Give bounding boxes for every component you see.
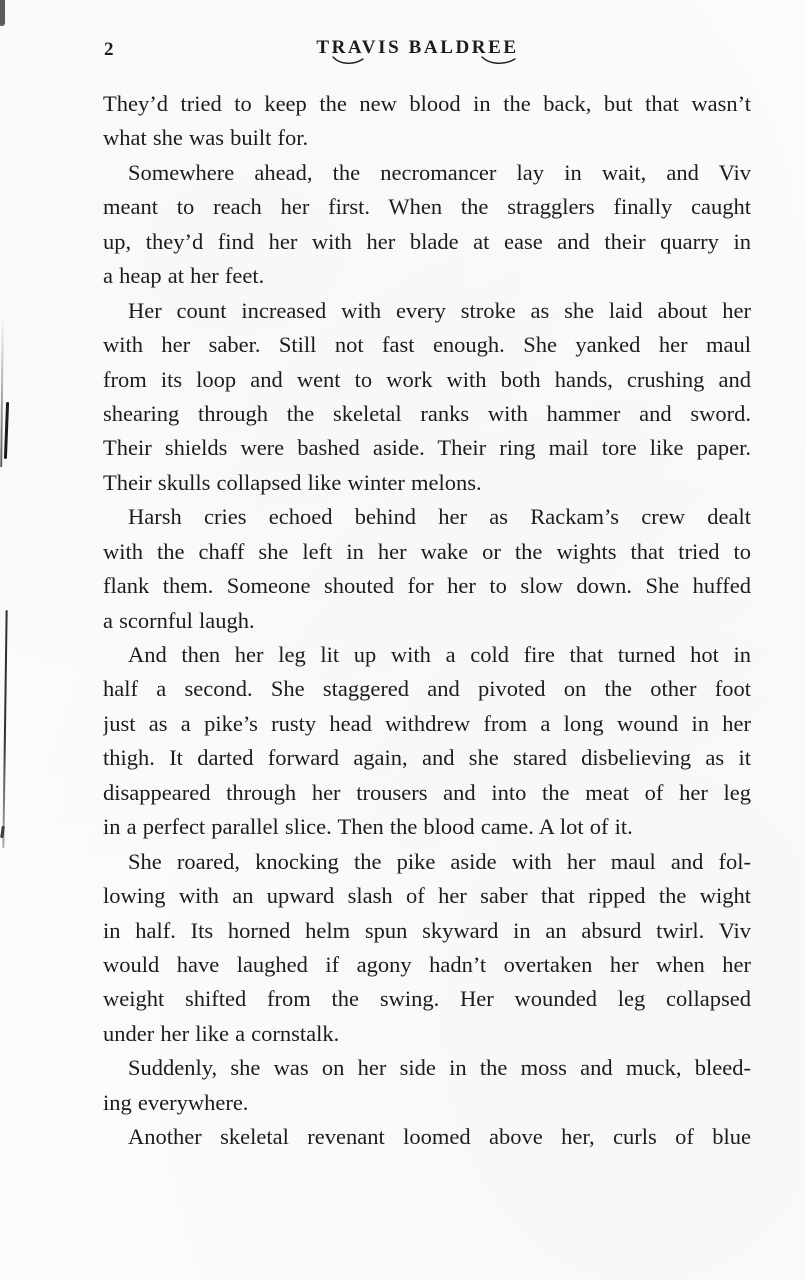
- text-line: flank them. Someone shouted for her to slow down. She huffed: [103, 573, 751, 599]
- running-title-wrap: [15, 37, 805, 67]
- text-line: weight shifted from the swing. Her wounded leg collapsed: [103, 986, 751, 1012]
- running-header: [0, 36, 805, 68]
- scan-artifact-hairline: [0, 315, 3, 467]
- text-line: She roared, knocking the pike aside with her maul and fol-: [128, 848, 751, 874]
- text-line: They’d tried to keep the new blood in the back, but that wasn’t: [103, 91, 751, 116]
- text-line: half a second. She staggered and pivoted on the other foot: [103, 676, 751, 702]
- text-line: lowing with an upward slash of her saber that ripped the wight: [103, 883, 751, 909]
- text-line: with her saber. Still not fast enough. She yanked her maul: [103, 332, 751, 358]
- text-line: what she was built for.: [103, 125, 309, 151]
- scan-artifact-long-line: [2, 610, 7, 848]
- text-line: just as a pike’s rusty head withdrew from a long wound in her: [103, 710, 751, 736]
- text-line: Her count increased with every stroke as she laid about her: [128, 297, 751, 323]
- scan-artifact-dot: [0, 826, 5, 838]
- text-line: with the chaff she left in her wake or the wights that tried to: [103, 538, 751, 564]
- body-text: [103, 87, 751, 1155]
- text-line: Somewhere ahead, the necromancer lay in wait, and Viv: [128, 159, 751, 185]
- text-line: would have laughed if agony hadn’t overtaken her when her: [103, 951, 751, 977]
- scan-artifact-corner: [0, 0, 5, 26]
- page-number: 2: [104, 39, 114, 60]
- text-line: Their skulls collapsed like winter melons.: [103, 469, 482, 495]
- text-line: meant to reach her first. When the stragglers finally caught: [103, 194, 751, 220]
- text-line: ing everywhere.: [103, 1089, 249, 1115]
- text-line: in a perfect parallel slice. Then the blood came. A lot of it.: [103, 814, 633, 840]
- text-line: a heap at her feet.: [103, 263, 265, 289]
- text-line: Their shields were bashed aside. Their ring mail tore like paper.: [103, 435, 751, 461]
- scan-artifact-slash: [4, 402, 9, 459]
- running-title: TRAVIS BALDREE: [316, 37, 519, 58]
- text-line: And then her leg lit up with a cold fire that turned hot in: [128, 642, 751, 667]
- text-line: Harsh cries echoed behind her as Rackam’s crew dealt: [128, 504, 751, 530]
- text-line: a scornful laugh.: [103, 607, 255, 633]
- text-line: in half. Its horned helm spun skyward in an absurd twirl. Viv: [103, 917, 751, 943]
- text-line: under her like a cornstalk.: [103, 1020, 340, 1046]
- text-line: Suddenly, she was on her side in the moss and muck, bleed-: [128, 1055, 751, 1081]
- text-line: Another skeletal revenant loomed above her, curls of blue: [128, 1124, 751, 1150]
- text-line: from its loop and went to work with both hands, crushing and: [103, 366, 751, 392]
- text-line: shearing through the skeletal ranks with hammer and sword.: [103, 400, 751, 426]
- text-line: thigh. It darted forward again, and she stared disbelieving as it: [103, 745, 751, 771]
- text-line: disappeared through her trousers and into the meat of her leg: [103, 779, 751, 805]
- text-line: up, they’d find her with her blade at ease and their quarry in: [103, 228, 751, 254]
